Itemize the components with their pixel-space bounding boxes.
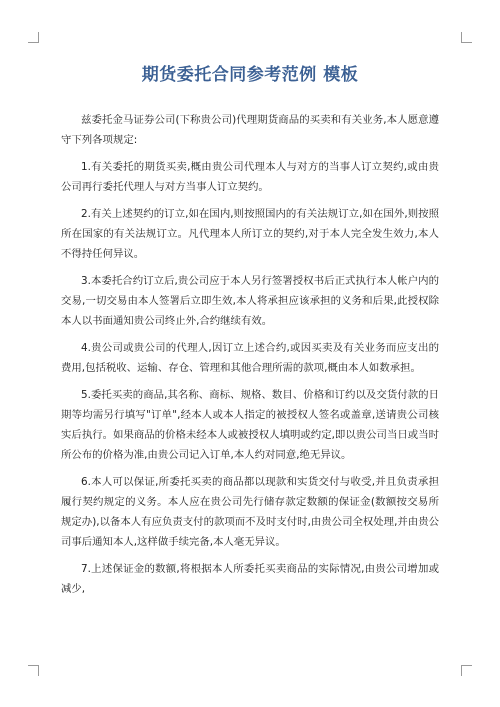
clause-2: 2.有关上述契约的订立,如在国内,则按照国内的有关法规订立,如在国外,则按照所在国家的有关法规订立。凡代理本人所订立的契约,对于本人完全发生效力,本人不得持任何异议。 [61,208,439,260]
clause-7: 7.上述保证金的数额,将根据本人所委托买卖商品的实际情况,由贵公司增加或减少, [61,563,439,595]
intro-paragraph: 兹委托金马证券公司(下称贵公司)代理期货商品的买卖和有关业务,本人愿意遵守下列各项规定: [61,114,439,146]
crop-mark-top-left [28,32,39,43]
clause-3: 3.本委托合约订立后,贵公司应于本人另行签署授权书后正式执行本人帐户内的交易,一切交易由本人签署后立即生效,本人将承担应该承担的义务和后果,此授权除本人以书面通知贵公司终止外,合约继续有效。 [61,275,439,327]
crop-mark-top-right [461,32,472,43]
crop-mark-bottom-right [461,665,472,676]
clause-6: 6.本人可以保证,所委托买卖的商品都以现款和实货交付与收受,并且负责承担履行契约规定的义务。本人应在贵公司先行储存款定数额的保证金(数额按交易所规定办),以备本人有应负责支付的款项而不及时支付时,由贵公司全权处理,并由贵公司事后通知本人,这样做手续完备,本人毫无异议。 [61,476,439,548]
clause-4: 4.贵公司或贵公司的代理人,因订立上述合约,或因买卖及有关业务而应支出的费用,包括税收、运输、存仓、管理和其他合理所需的款项,概由本人如数承担。 [61,342,439,374]
document-body [61,110,439,606]
clause-5: 5.委托买卖的商品,其名称、商标、规格、数目、价格和订约以及交货付款的日期等均需另行填写"订单",经本人或本人指定的被授权人签名或盖章,送请贵公司核实后执行。如果商品的价格未经本人或被授权人填明或约定,即以贵公司当日或当时所公布的价格为准,由贵公司记入订单,本人约对同意,绝无异议。 [61,389,439,461]
document-title: 期货委托合同参考范例 模板 [141,65,359,85]
crop-mark-bottom-left [28,665,39,676]
clause-1: 1.有关委托的期货买卖,概由贵公司代理本人与对方的当事人订立契约,或由贵公司再行委托代理人与对方当事人订立契约。 [61,161,439,193]
